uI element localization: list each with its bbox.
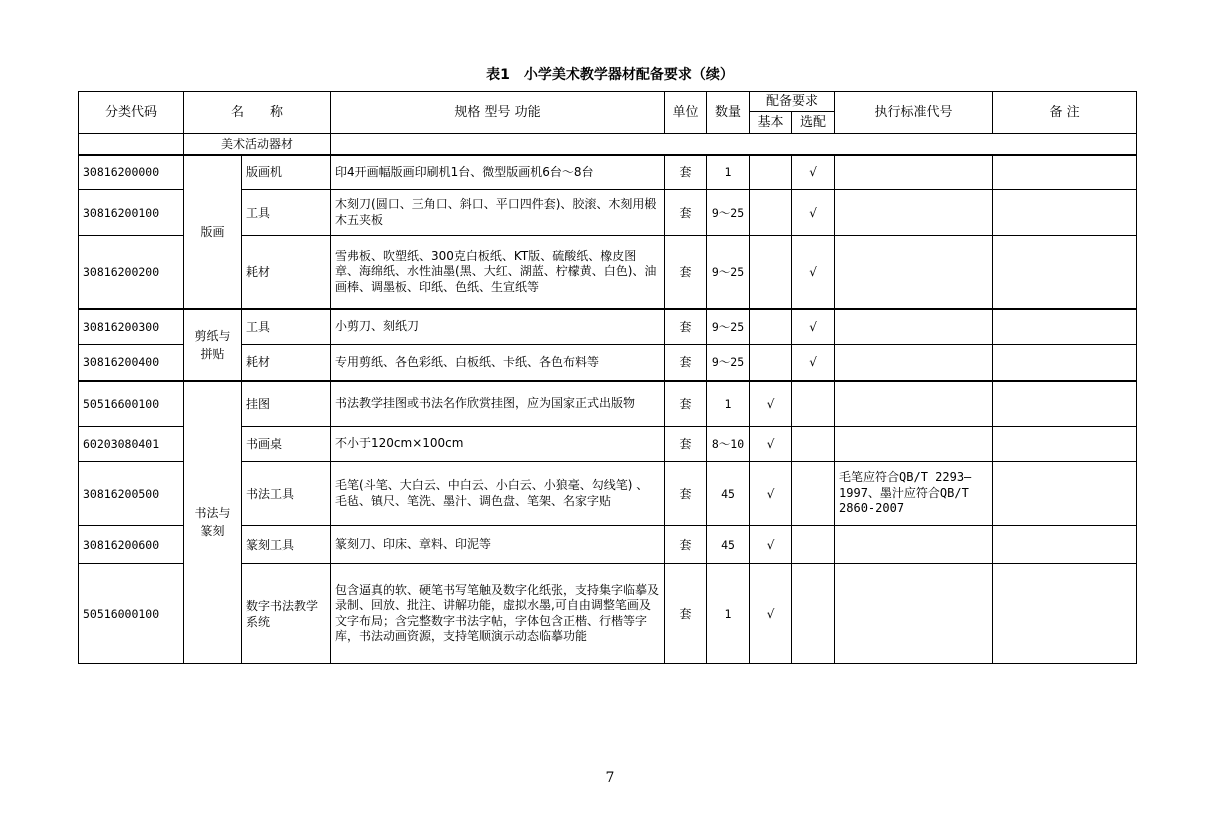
row-qty: 8～10 [707,427,750,462]
row-item: 篆刻工具 [242,526,331,564]
row-item: 工具 [242,190,331,236]
row-qty: 45 [707,462,750,526]
row-optional [792,564,835,664]
row-item: 书画桌 [242,427,331,462]
header-unit: 单位 [665,92,707,134]
row-note [993,155,1137,190]
table-row [79,309,1137,345]
row-note [993,427,1137,462]
row-note [993,309,1137,345]
group-calligraphy: 书法与篆刻 [184,381,242,664]
row-item: 数字书法教学系统 [242,564,331,664]
row-spec: 包含逼真的软、硬笔书写笔触及数字化纸张，支持集字临摹及录制、回放、批注、讲解功能，虚拟水墨,可自由调整笔画及文字布局；含完整数字书法字帖，字体包含正楷、行楷等字库，书法动画资源，支持笔顺演示动态临摹功能 [331,564,665,664]
row-note [993,462,1137,526]
row-spec: 雪弗板、吹塑纸、300克白板纸、KT版、硫酸纸、橡皮图章、海绵纸、水性油墨(黑、大红、湖蓝、柠檬黄、白色)、油画棒、调墨板、印纸、色纸、生宣纸等 [331,236,665,309]
row-code: 30816200300 [79,309,184,345]
row-qty: 9～25 [707,345,750,381]
row-code: 30816200200 [79,236,184,309]
row-qty: 9～25 [707,309,750,345]
row-unit: 套 [665,526,707,564]
header-optional: 选配 [792,112,835,134]
row-unit: 套 [665,190,707,236]
row-optional: √ [792,236,835,309]
row-spec: 不小于120cm×100cm [331,427,665,462]
section-row [79,134,1137,155]
row-optional [792,381,835,427]
row-note [993,190,1137,236]
header-qty: 数量 [707,92,750,134]
group-papercut: 剪纸与拼贴 [184,309,242,381]
row-qty: 9～25 [707,190,750,236]
row-optional: √ [792,190,835,236]
row-code: 50516000100 [79,564,184,664]
row-optional: √ [792,345,835,381]
row-basic: √ [750,381,792,427]
group-printmaking: 版画 [184,155,242,309]
row-code: 60203080401 [79,427,184,462]
header-row [79,92,1137,112]
table-row [79,381,1137,427]
header-basic: 基本 [750,112,792,134]
row-qty: 1 [707,155,750,190]
row-basic [750,236,792,309]
row-standard [835,190,993,236]
row-optional [792,462,835,526]
row-unit: 套 [665,309,707,345]
row-note [993,381,1137,427]
row-unit: 套 [665,155,707,190]
row-spec: 毛笔(斗笔、大白云、中白云、小白云、小狼毫、勾线笔) 、毛毡、镇尺、笔洗、墨汁、调色盘、笔架、名家字贴 [331,462,665,526]
header-requirement: 配备要求 [750,92,835,112]
table-caption: 表1 小学美术教学器材配备要求（续） [486,67,734,83]
row-basic [750,345,792,381]
row-item: 书法工具 [242,462,331,526]
row-code: 30816200600 [79,526,184,564]
row-spec: 印4开画幅版画印刷机1台、微型版画机6台～8台 [331,155,665,190]
row-item: 工具 [242,309,331,345]
row-spec: 木刻刀(圆口、三角口、斜口、平口四件套)、胶滚、木刻用椴木五夹板 [331,190,665,236]
section-title: 美术活动器材 [184,134,331,155]
row-item: 版画机 [242,155,331,190]
row-spec: 书法教学挂图或书法名作欣赏挂图，应为国家正式出版物 [331,381,665,427]
row-standard [835,381,993,427]
header-code: 分类代码 [79,92,184,134]
table-row [79,155,1137,190]
row-basic [750,190,792,236]
header-name: 名 称 [184,92,331,134]
row-unit: 套 [665,345,707,381]
row-spec: 专用剪纸、各色彩纸、白板纸、卡纸、各色布料等 [331,345,665,381]
row-standard [835,526,993,564]
row-note [993,526,1137,564]
row-optional [792,526,835,564]
row-item: 耗材 [242,236,331,309]
row-qty: 1 [707,564,750,664]
row-code: 30816200100 [79,190,184,236]
row-basic [750,309,792,345]
row-basic: √ [750,462,792,526]
row-unit: 套 [665,564,707,664]
row-standard [835,345,993,381]
row-qty: 9～25 [707,236,750,309]
page-number: 7 [605,770,615,786]
row-optional: √ [792,155,835,190]
row-item: 挂图 [242,381,331,427]
row-unit: 套 [665,381,707,427]
row-basic: √ [750,526,792,564]
row-spec: 小剪刀、刻纸刀 [331,309,665,345]
row-qty: 1 [707,381,750,427]
row-unit: 套 [665,427,707,462]
row-standard [835,236,993,309]
header-note: 备 注 [993,92,1137,134]
row-standard [835,427,993,462]
row-optional [792,427,835,462]
row-basic: √ [750,427,792,462]
row-code: 30816200500 [79,462,184,526]
header-spec: 规格 型号 功能 [331,92,665,134]
row-note [993,564,1137,664]
row-spec: 篆刻刀、印床、章料、印泥等 [331,526,665,564]
header-standard: 执行标准代号 [835,92,993,134]
row-optional: √ [792,309,835,345]
row-standard [835,564,993,664]
row-qty: 45 [707,526,750,564]
row-standard [835,309,993,345]
row-item: 耗材 [242,345,331,381]
row-note [993,236,1137,309]
row-standard: 毛笔应符合QB/T 2293—1997、墨汁应符合QB/T 2860-2007 [835,462,993,526]
equipment-table [78,91,1137,664]
row-unit: 套 [665,236,707,309]
row-standard [835,155,993,190]
row-code: 30816200400 [79,345,184,381]
row-unit: 套 [665,462,707,526]
row-basic [750,155,792,190]
row-code: 50516600100 [79,381,184,427]
row-note [993,345,1137,381]
row-basic: √ [750,564,792,664]
row-code: 30816200000 [79,155,184,190]
